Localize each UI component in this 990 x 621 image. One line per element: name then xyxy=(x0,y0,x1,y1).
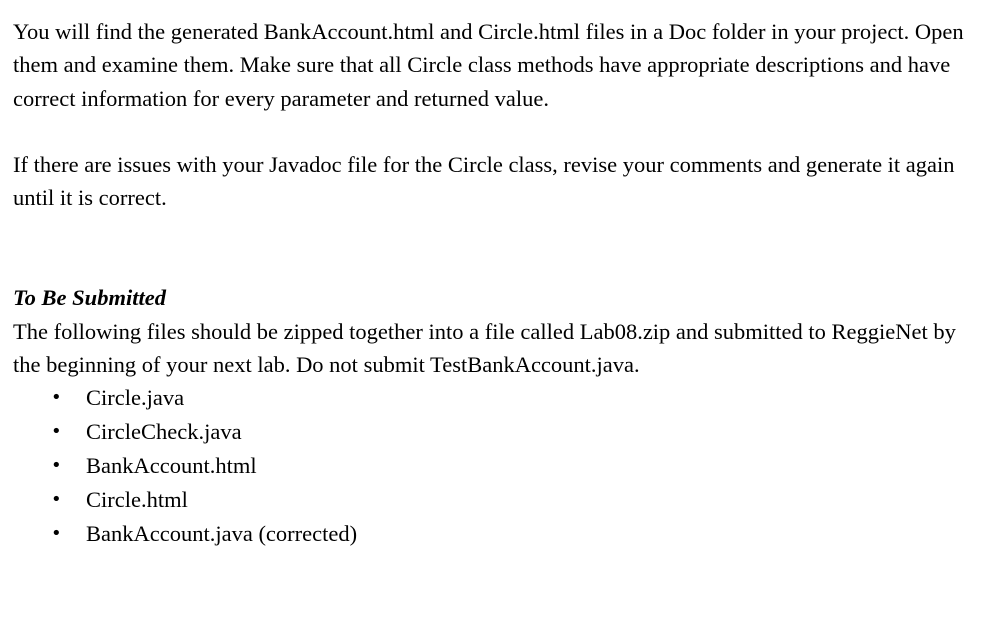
bullet-icon: • xyxy=(51,454,62,476)
document-page xyxy=(13,15,973,550)
list-item xyxy=(13,483,973,517)
file-name: BankAccount.java (corrected) xyxy=(86,520,358,546)
bullet-icon: • xyxy=(51,522,62,544)
bullet-icon: • xyxy=(51,387,62,409)
bullet-icon: • xyxy=(51,488,62,510)
submission-file-list xyxy=(13,381,973,550)
file-name: Circle.html xyxy=(86,486,188,512)
file-name: BankAccount.html xyxy=(86,452,257,478)
file-name: Circle.java xyxy=(86,385,185,411)
javadoc-review-paragraph: You will find the generated BankAccount.html and Circle.html files in a Doc folder in your project. Open them and examine them. Make sure that all Circle class methods have appropriate descriptions and have correct information for every parameter and returned value. xyxy=(13,19,964,111)
submission-instructions: The following files should be zipped together into a file called Lab08.zip and submitted to ReggieNet by the beginning of your next lab. Do not submit TestBankAccount.java. xyxy=(13,318,956,378)
list-item xyxy=(13,517,973,551)
list-item xyxy=(13,381,973,415)
list-item xyxy=(13,415,973,449)
bullet-icon: • xyxy=(51,421,62,443)
file-name: CircleCheck.java xyxy=(86,419,242,445)
list-item xyxy=(13,449,973,483)
section-heading: To Be Submitted xyxy=(13,285,166,311)
revise-comments-paragraph: If there are issues with your Javadoc file for the Circle class, revise your comments and generate it again until it is correct. xyxy=(13,151,955,211)
